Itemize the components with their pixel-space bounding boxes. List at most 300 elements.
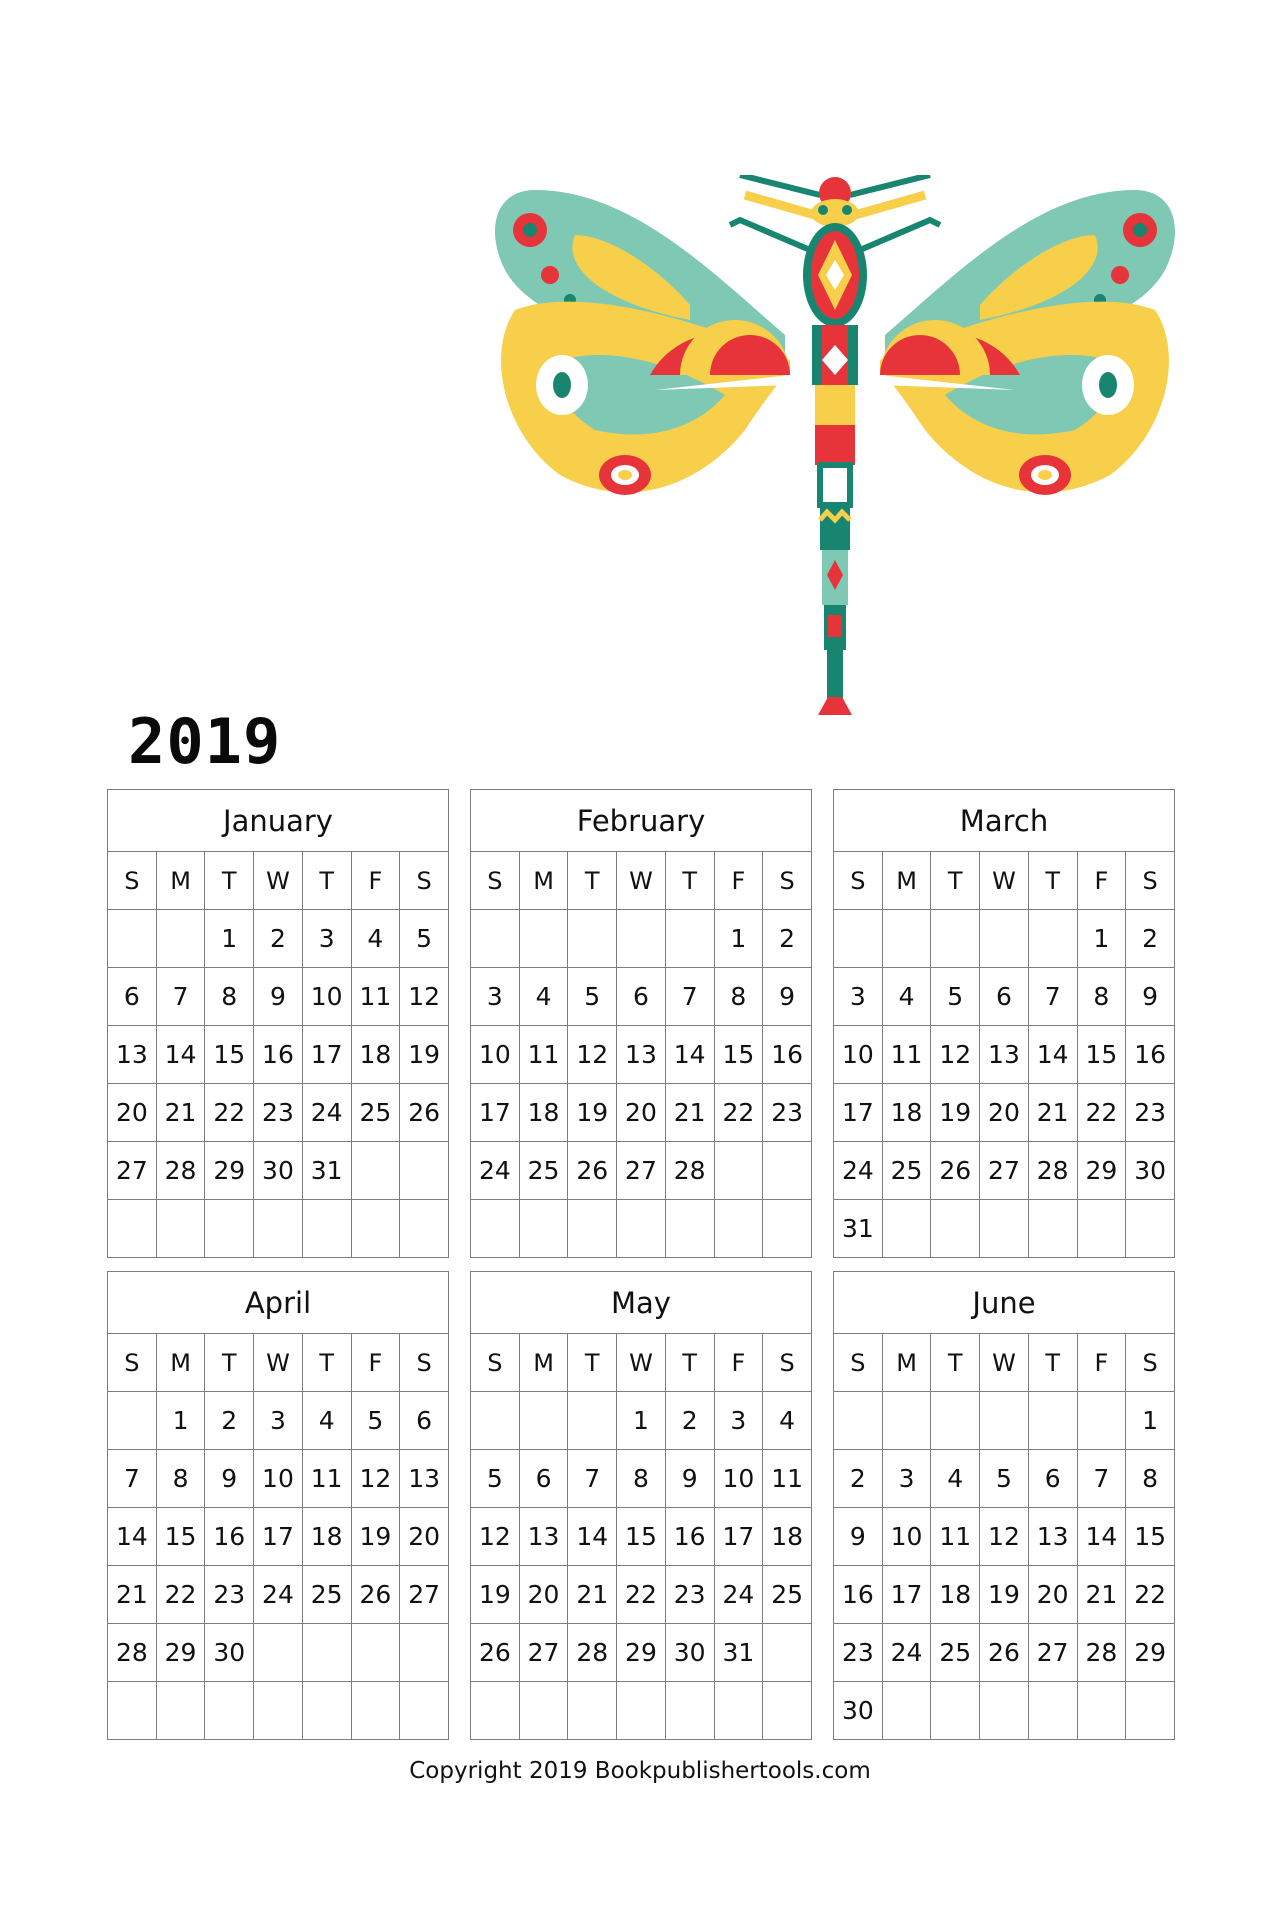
- weekday-header: F: [714, 852, 763, 910]
- weekday-header: T: [568, 852, 617, 910]
- day-cell: 14: [1028, 1026, 1077, 1084]
- dragonfly-illustration: [490, 175, 1180, 720]
- day-cell: 1: [1126, 1392, 1175, 1450]
- week-row: [108, 1682, 449, 1740]
- month-calendar-june: [833, 1271, 1175, 1740]
- day-cell: 14: [568, 1508, 617, 1566]
- day-cell: 15: [1077, 1026, 1126, 1084]
- day-cell: 13: [519, 1508, 568, 1566]
- day-cell: 26: [980, 1624, 1029, 1682]
- week-row: [834, 1624, 1175, 1682]
- day-cell: 28: [568, 1624, 617, 1682]
- day-cell: [882, 1392, 931, 1450]
- day-cell: 4: [351, 910, 400, 968]
- weekday-header: S: [471, 1334, 520, 1392]
- day-cell: 15: [156, 1508, 205, 1566]
- day-cell: 4: [302, 1392, 351, 1450]
- day-cell: 8: [714, 968, 763, 1026]
- weekday-header: M: [519, 852, 568, 910]
- day-cell: 3: [834, 968, 883, 1026]
- day-cell: 15: [205, 1026, 254, 1084]
- day-cell: 5: [931, 968, 980, 1026]
- day-cell: [568, 1682, 617, 1740]
- day-cell: [980, 1200, 1029, 1258]
- week-row: [108, 1084, 449, 1142]
- weekday-header: F: [351, 852, 400, 910]
- day-cell: [931, 1682, 980, 1740]
- weekday-header: M: [882, 1334, 931, 1392]
- day-cell: 17: [882, 1566, 931, 1624]
- day-cell: 21: [108, 1566, 157, 1624]
- month-calendar-may: [470, 1271, 812, 1740]
- day-cell: 28: [156, 1142, 205, 1200]
- day-cell: [617, 1682, 666, 1740]
- day-cell: 13: [980, 1026, 1029, 1084]
- day-cell: 23: [834, 1624, 883, 1682]
- weekday-header: T: [1028, 852, 1077, 910]
- weekday-header: T: [302, 1334, 351, 1392]
- day-cell: 17: [834, 1084, 883, 1142]
- day-cell: 21: [1077, 1566, 1126, 1624]
- day-cell: 10: [834, 1026, 883, 1084]
- day-cell: 19: [980, 1566, 1029, 1624]
- day-cell: 31: [714, 1624, 763, 1682]
- weekday-header: S: [763, 1334, 812, 1392]
- day-cell: [519, 910, 568, 968]
- day-cell: [471, 1200, 520, 1258]
- day-cell: 22: [1126, 1566, 1175, 1624]
- weekday-header: T: [302, 852, 351, 910]
- day-cell: [400, 1142, 449, 1200]
- day-cell: 8: [617, 1450, 666, 1508]
- day-cell: 9: [665, 1450, 714, 1508]
- weekday-header: S: [763, 852, 812, 910]
- day-cell: 13: [617, 1026, 666, 1084]
- year-title: 2019: [128, 705, 282, 778]
- day-cell: 26: [471, 1624, 520, 1682]
- day-cell: 4: [931, 1450, 980, 1508]
- day-cell: 2: [834, 1450, 883, 1508]
- day-cell: 20: [980, 1084, 1029, 1142]
- week-row: [471, 1200, 812, 1258]
- day-cell: [351, 1142, 400, 1200]
- day-cell: [205, 1682, 254, 1740]
- day-cell: 9: [834, 1508, 883, 1566]
- week-row: [108, 1392, 449, 1450]
- day-cell: 15: [714, 1026, 763, 1084]
- day-cell: 18: [882, 1084, 931, 1142]
- week-row: [471, 1026, 812, 1084]
- day-cell: [882, 1682, 931, 1740]
- day-cell: 15: [617, 1508, 666, 1566]
- weekday-header: S: [834, 852, 883, 910]
- day-cell: [834, 910, 883, 968]
- day-cell: 24: [302, 1084, 351, 1142]
- day-cell: 10: [471, 1026, 520, 1084]
- day-cell: 19: [351, 1508, 400, 1566]
- day-cell: [400, 1682, 449, 1740]
- day-cell: 16: [205, 1508, 254, 1566]
- day-cell: 13: [1028, 1508, 1077, 1566]
- day-cell: 19: [471, 1566, 520, 1624]
- day-cell: [519, 1682, 568, 1740]
- day-cell: 1: [156, 1392, 205, 1450]
- day-cell: [302, 1624, 351, 1682]
- week-row: [834, 910, 1175, 968]
- day-cell: [1126, 1682, 1175, 1740]
- day-cell: 30: [1126, 1142, 1175, 1200]
- week-row: [471, 910, 812, 968]
- day-cell: 12: [351, 1450, 400, 1508]
- day-cell: 2: [205, 1392, 254, 1450]
- day-cell: 4: [763, 1392, 812, 1450]
- month-name: May: [471, 1272, 812, 1334]
- day-cell: [108, 1682, 157, 1740]
- day-cell: [1028, 1392, 1077, 1450]
- day-cell: 2: [254, 910, 303, 968]
- week-row: [108, 1450, 449, 1508]
- day-cell: 24: [882, 1624, 931, 1682]
- day-cell: [931, 1200, 980, 1258]
- day-cell: 19: [400, 1026, 449, 1084]
- day-cell: 11: [302, 1450, 351, 1508]
- day-cell: [254, 1682, 303, 1740]
- day-cell: 8: [156, 1450, 205, 1508]
- day-cell: 6: [108, 968, 157, 1026]
- day-cell: [1077, 1392, 1126, 1450]
- day-cell: 3: [882, 1450, 931, 1508]
- day-cell: 27: [519, 1624, 568, 1682]
- week-row: [834, 1026, 1175, 1084]
- weekday-header: S: [108, 1334, 157, 1392]
- dragonfly-right-wings: [880, 190, 1175, 495]
- day-cell: 2: [1126, 910, 1175, 968]
- day-cell: 31: [302, 1142, 351, 1200]
- weekday-header: T: [931, 1334, 980, 1392]
- day-cell: [351, 1682, 400, 1740]
- weekday-header: W: [980, 1334, 1029, 1392]
- month-name: June: [834, 1272, 1175, 1334]
- weekday-header: T: [205, 1334, 254, 1392]
- day-cell: [351, 1200, 400, 1258]
- weekday-header: F: [714, 1334, 763, 1392]
- weekday-header: T: [205, 852, 254, 910]
- day-cell: 2: [665, 1392, 714, 1450]
- day-cell: 7: [1077, 1450, 1126, 1508]
- week-row: [471, 1682, 812, 1740]
- day-cell: 20: [617, 1084, 666, 1142]
- day-cell: [882, 910, 931, 968]
- day-cell: 16: [254, 1026, 303, 1084]
- day-cell: 14: [108, 1508, 157, 1566]
- week-row: [834, 1392, 1175, 1450]
- day-cell: 20: [108, 1084, 157, 1142]
- weekday-header: M: [156, 852, 205, 910]
- month-name: March: [834, 790, 1175, 852]
- day-cell: 5: [980, 1450, 1029, 1508]
- day-cell: 17: [471, 1084, 520, 1142]
- month-calendar-february: [470, 789, 812, 1258]
- month-calendar-march: [833, 789, 1175, 1258]
- day-cell: 25: [931, 1624, 980, 1682]
- day-cell: 19: [931, 1084, 980, 1142]
- weekday-header: S: [400, 1334, 449, 1392]
- day-cell: 27: [108, 1142, 157, 1200]
- day-cell: [400, 1624, 449, 1682]
- day-cell: 5: [568, 968, 617, 1026]
- day-cell: 22: [156, 1566, 205, 1624]
- day-cell: 1: [617, 1392, 666, 1450]
- day-cell: [617, 910, 666, 968]
- week-row: [834, 1450, 1175, 1508]
- day-cell: 18: [351, 1026, 400, 1084]
- day-cell: 13: [400, 1450, 449, 1508]
- day-cell: [254, 1200, 303, 1258]
- day-cell: 10: [254, 1450, 303, 1508]
- day-cell: 30: [254, 1142, 303, 1200]
- day-cell: [714, 1682, 763, 1740]
- week-row: [834, 1682, 1175, 1740]
- day-cell: 23: [254, 1084, 303, 1142]
- day-cell: 6: [980, 968, 1029, 1026]
- month-calendar-january: [107, 789, 449, 1258]
- day-cell: 21: [156, 1084, 205, 1142]
- day-cell: 3: [471, 968, 520, 1026]
- day-cell: 7: [568, 1450, 617, 1508]
- day-cell: 1: [714, 910, 763, 968]
- day-cell: 28: [1028, 1142, 1077, 1200]
- day-cell: 7: [156, 968, 205, 1026]
- day-cell: 12: [931, 1026, 980, 1084]
- day-cell: 7: [108, 1450, 157, 1508]
- day-cell: 4: [519, 968, 568, 1026]
- day-cell: 5: [400, 910, 449, 968]
- day-cell: 11: [351, 968, 400, 1026]
- day-cell: [1077, 1200, 1126, 1258]
- day-cell: 27: [400, 1566, 449, 1624]
- day-cell: [763, 1624, 812, 1682]
- weekday-header: M: [156, 1334, 205, 1392]
- day-cell: 6: [1028, 1450, 1077, 1508]
- day-cell: [519, 1392, 568, 1450]
- day-cell: 30: [205, 1624, 254, 1682]
- dragonfly-left-wings: [495, 190, 790, 495]
- day-cell: 27: [617, 1142, 666, 1200]
- weekday-header: W: [254, 1334, 303, 1392]
- day-cell: 8: [1126, 1450, 1175, 1508]
- day-cell: 9: [254, 968, 303, 1026]
- day-cell: 14: [665, 1026, 714, 1084]
- day-cell: [665, 1682, 714, 1740]
- day-cell: 30: [665, 1624, 714, 1682]
- week-row: [834, 1508, 1175, 1566]
- weekday-header: M: [519, 1334, 568, 1392]
- day-cell: [882, 1200, 931, 1258]
- week-row: [108, 1508, 449, 1566]
- day-cell: 3: [302, 910, 351, 968]
- day-cell: 23: [1126, 1084, 1175, 1142]
- week-row: [108, 1026, 449, 1084]
- day-cell: 6: [400, 1392, 449, 1450]
- dragonfly-body: [730, 175, 940, 715]
- week-row: [471, 1450, 812, 1508]
- day-cell: 18: [763, 1508, 812, 1566]
- day-cell: [834, 1392, 883, 1450]
- day-cell: 25: [302, 1566, 351, 1624]
- day-cell: 15: [1126, 1508, 1175, 1566]
- day-cell: [763, 1682, 812, 1740]
- day-cell: 11: [931, 1508, 980, 1566]
- day-cell: [519, 1200, 568, 1258]
- day-cell: [156, 910, 205, 968]
- week-row: [834, 1142, 1175, 1200]
- day-cell: 31: [834, 1200, 883, 1258]
- week-row: [471, 1624, 812, 1682]
- day-cell: 2: [763, 910, 812, 968]
- day-cell: [980, 1392, 1029, 1450]
- day-cell: [400, 1200, 449, 1258]
- day-cell: [568, 910, 617, 968]
- day-cell: 11: [763, 1450, 812, 1508]
- weekday-header: T: [931, 852, 980, 910]
- day-cell: 14: [156, 1026, 205, 1084]
- day-cell: [568, 1200, 617, 1258]
- day-cell: 24: [471, 1142, 520, 1200]
- day-cell: [108, 1200, 157, 1258]
- day-cell: [931, 910, 980, 968]
- day-cell: 10: [882, 1508, 931, 1566]
- weekday-header: M: [882, 852, 931, 910]
- day-cell: 20: [1028, 1566, 1077, 1624]
- day-cell: 27: [1028, 1624, 1077, 1682]
- day-cell: 23: [665, 1566, 714, 1624]
- week-row: [471, 1508, 812, 1566]
- day-cell: 6: [617, 968, 666, 1026]
- day-cell: 25: [519, 1142, 568, 1200]
- day-cell: 1: [205, 910, 254, 968]
- day-cell: [302, 1682, 351, 1740]
- day-cell: 25: [763, 1566, 812, 1624]
- day-cell: 29: [156, 1624, 205, 1682]
- day-cell: [254, 1624, 303, 1682]
- day-cell: 8: [1077, 968, 1126, 1026]
- week-row: [471, 1566, 812, 1624]
- day-cell: 28: [665, 1142, 714, 1200]
- day-cell: 21: [1028, 1084, 1077, 1142]
- week-row: [471, 1084, 812, 1142]
- copyright-text: Copyright 2019 Bookpublishertools.com: [409, 1758, 871, 1784]
- weekday-header: S: [1126, 1334, 1175, 1392]
- day-cell: [1077, 1682, 1126, 1740]
- weekday-header: S: [471, 852, 520, 910]
- day-cell: 9: [205, 1450, 254, 1508]
- day-cell: 3: [714, 1392, 763, 1450]
- day-cell: 18: [302, 1508, 351, 1566]
- day-cell: 16: [763, 1026, 812, 1084]
- day-cell: 29: [617, 1624, 666, 1682]
- day-cell: 26: [568, 1142, 617, 1200]
- week-row: [834, 1084, 1175, 1142]
- day-cell: 20: [519, 1566, 568, 1624]
- day-cell: [665, 910, 714, 968]
- day-cell: 17: [302, 1026, 351, 1084]
- day-cell: 13: [108, 1026, 157, 1084]
- day-cell: 7: [665, 968, 714, 1026]
- week-row: [108, 1200, 449, 1258]
- week-row: [834, 1200, 1175, 1258]
- day-cell: 26: [931, 1142, 980, 1200]
- day-cell: [1028, 1682, 1077, 1740]
- day-cell: 22: [1077, 1084, 1126, 1142]
- day-cell: 12: [400, 968, 449, 1026]
- weekday-header: W: [617, 852, 666, 910]
- day-cell: 17: [714, 1508, 763, 1566]
- weekday-header: F: [1077, 1334, 1126, 1392]
- week-row: [834, 968, 1175, 1026]
- day-cell: [714, 1200, 763, 1258]
- day-cell: 12: [980, 1508, 1029, 1566]
- day-cell: 10: [302, 968, 351, 1026]
- day-cell: [205, 1200, 254, 1258]
- day-cell: 25: [351, 1084, 400, 1142]
- weekday-header: S: [1126, 852, 1175, 910]
- weekday-header: W: [617, 1334, 666, 1392]
- day-cell: 24: [714, 1566, 763, 1624]
- day-cell: [108, 910, 157, 968]
- week-row: [108, 1624, 449, 1682]
- day-cell: 29: [205, 1142, 254, 1200]
- day-cell: [1028, 910, 1077, 968]
- weekday-header: S: [108, 852, 157, 910]
- day-cell: 22: [205, 1084, 254, 1142]
- day-cell: 18: [519, 1084, 568, 1142]
- day-cell: 22: [617, 1566, 666, 1624]
- weekday-header: T: [1028, 1334, 1077, 1392]
- weekday-header: T: [665, 852, 714, 910]
- day-cell: 29: [1077, 1142, 1126, 1200]
- weekday-header: W: [980, 852, 1029, 910]
- week-row: [471, 968, 812, 1026]
- day-cell: 10: [714, 1450, 763, 1508]
- week-row: [834, 1566, 1175, 1624]
- weekday-header: F: [1077, 852, 1126, 910]
- day-cell: 6: [519, 1450, 568, 1508]
- month-calendar-april: [107, 1271, 449, 1740]
- day-cell: 30: [834, 1682, 883, 1740]
- day-cell: [568, 1392, 617, 1450]
- day-cell: [980, 1682, 1029, 1740]
- weekday-header: F: [351, 1334, 400, 1392]
- day-cell: [617, 1200, 666, 1258]
- day-cell: 7: [1028, 968, 1077, 1026]
- weekday-header: S: [400, 852, 449, 910]
- day-cell: [156, 1200, 205, 1258]
- day-cell: 29: [1126, 1624, 1175, 1682]
- day-cell: 5: [351, 1392, 400, 1450]
- day-cell: [108, 1392, 157, 1450]
- day-cell: 18: [931, 1566, 980, 1624]
- day-cell: 11: [519, 1026, 568, 1084]
- day-cell: 5: [471, 1450, 520, 1508]
- day-cell: [763, 1200, 812, 1258]
- week-row: [108, 1142, 449, 1200]
- day-cell: [156, 1682, 205, 1740]
- day-cell: 16: [665, 1508, 714, 1566]
- day-cell: 27: [980, 1142, 1029, 1200]
- day-cell: 23: [205, 1566, 254, 1624]
- day-cell: 9: [763, 968, 812, 1026]
- day-cell: 4: [882, 968, 931, 1026]
